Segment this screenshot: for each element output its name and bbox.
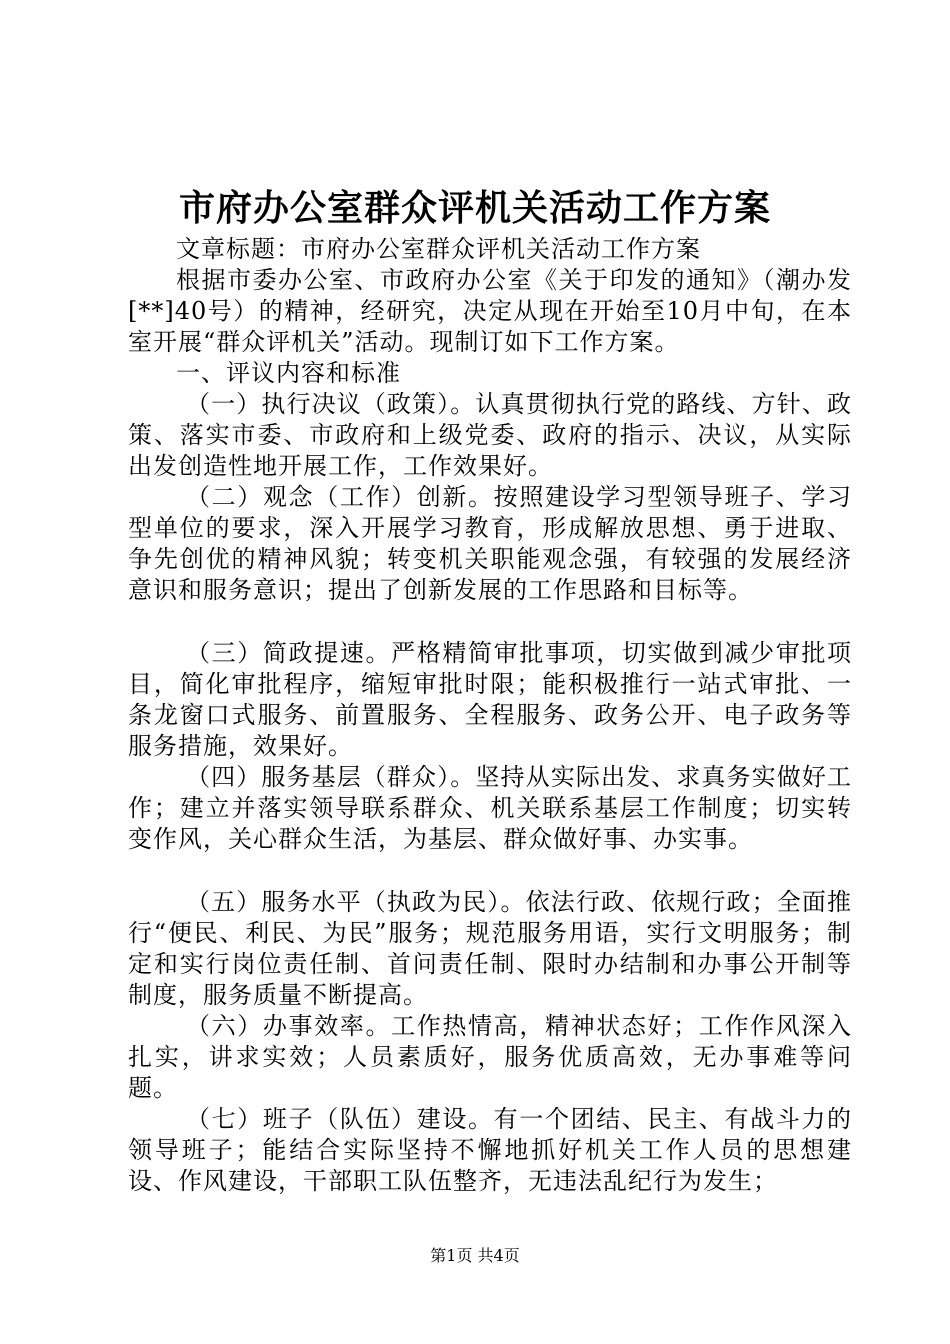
page-number-footer: 第1页 共4页 (430, 1246, 520, 1265)
article-title-line: 文章标题：市府办公室群众评机关活动工作方案 (176, 235, 701, 263)
criterion-paragraph: （四）服务基层（群众）。坚持从实际出发、求真务实做好工作；建立并落实领导联系群众、机关联系基层工作制度；切实转变作风，关心群众生活，为基层、群众做好事、办实事。 (128, 763, 852, 853)
criterion-paragraph: （一）执行决议（政策）。认真贯彻执行党的路线、方针、政策、落实市委、市政府和上级党委、政府的指示、决议，从实际出发创造性地开展工作，工作效果好。 (128, 390, 852, 480)
criterion-paragraph: （三）简政提速。严格精简审批事项，切实做到减少审批项目，简化审批程序，缩短审批时限；能积极推行一站式审批、一条龙窗口式服务、前置服务、全程服务、政务公开、电子政务等服务措施，效果好。 (128, 639, 852, 760)
criterion-paragraph: （六）办事效率。工作热情高，精神状态好；工作作风深入扎实，讲求实效；人员素质好，服务优质高效，无办事难等问题。 (128, 1012, 852, 1102)
paragraph-gap (128, 855, 852, 887)
criterion-paragraph: （五）服务水平（执政为民）。依法行政、依规行政；全面推行“便民、利民、为民”服务；规范服务用语，实行文明服务；制定和实行岗位责任制、首问责任制、限时办结制和办事公开制等制度，服务质量不断提高。 (128, 888, 852, 1009)
section-heading: 一、评议内容和标准 (176, 359, 401, 387)
criterion-paragraph: （七）班子（队伍）建设。有一个团结、民主、有战斗力的领导班子；能结合实际坚持不懈地抓好机关工作人员的思想建设、作风建设，干部职工队伍整齐，无违法乱纪行为发生； (128, 1105, 852, 1195)
document-body (128, 234, 852, 1197)
document-title: 市府办公室群众评机关活动工作方案 (178, 187, 771, 229)
criterion-paragraph: （二）观念（工作）创新。按照建设学习型领导班子、学习型单位的要求，深入开展学习教育，形成解放思想、勇于进取、争先创优的精神风貌；转变机关职能观念强，有较强的发展经济意识和服务意识；提出了创新发展的工作思路和目标等。 (128, 483, 852, 604)
intro-paragraph: 根据市委办公室、市政府办公室《关于印发的通知》（潮办发[**]40号）的精神，经研究，决定从现在开始至10月中旬，在本室开展“群众评机关”活动。现制订如下工作方案。 (128, 266, 852, 356)
paragraph-gap (128, 606, 852, 638)
